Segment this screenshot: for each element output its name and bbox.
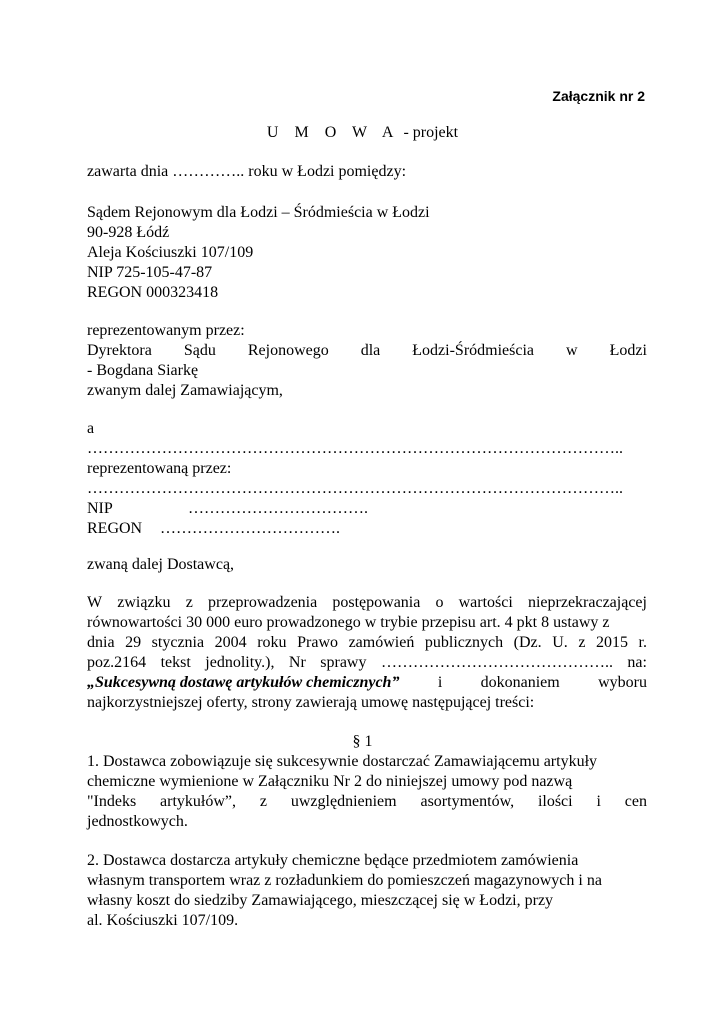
p2-line3: własny koszt do siedziby Zamawiającego, mieszczącej się w Łodzi, przy — [87, 892, 554, 909]
dotted-line-representative: ……………………………………………………………………………………….. — [87, 480, 623, 497]
word: o — [435, 594, 444, 611]
word: 2015 — [595, 634, 628, 651]
order-title: „Sukcesywną dostawę artykułów chemicznych” — [87, 674, 400, 691]
word: Łodzi-Śródmieścia — [412, 342, 535, 359]
section-heading: § 1 — [352, 733, 373, 750]
supplier-regon — [87, 519, 340, 539]
word: wyboru — [598, 674, 647, 691]
word: wartości — [458, 594, 513, 611]
supplier-nip — [87, 499, 368, 519]
word: sprawy — [320, 654, 367, 671]
word: Dyrektora — [87, 342, 152, 359]
word: z — [259, 793, 267, 810]
word: 2004 — [214, 634, 247, 651]
word: Sądu — [183, 342, 216, 359]
court-street: Aleja Kościuszki 107/109 — [87, 244, 254, 261]
word: dnia — [87, 634, 115, 651]
called-buyer: zwanym dalej Zamawiającym, — [87, 382, 283, 399]
nip-label: NIP — [87, 500, 113, 517]
word: przeprowadzenia — [207, 594, 318, 611]
regon-dots: ……………………………. — [160, 520, 340, 537]
word: (Dz. — [513, 634, 542, 651]
word: dokonaniem — [480, 674, 560, 691]
annex-label: Załącznik nr 2 — [552, 88, 645, 104]
p2-line4: al. Kościuszki 107/109. — [87, 912, 239, 929]
court-nip: NIP 725-105-47-87 — [87, 264, 213, 281]
word: Rejonowego — [247, 342, 329, 359]
p1-line1: 1. Dostawca zobowiązuje się sukcesywnie dostarczać Zamawiającemu artykuły — [87, 753, 598, 770]
word: stycznia — [151, 634, 205, 651]
intro-line: zawarta dnia ………….. roku w Łodzi pomiędzy: — [87, 163, 407, 180]
title-suffix: - projekt — [399, 124, 459, 141]
represented-by-label: reprezentowanym przez: — [87, 322, 245, 339]
word: 29 — [125, 634, 142, 651]
regon-label: REGON — [87, 520, 143, 537]
case-number-dots: …………………………………….. — [380, 654, 613, 671]
word: W — [87, 594, 103, 611]
court-regon: REGON 000323418 — [87, 284, 219, 301]
word: i — [437, 674, 443, 691]
para1-line5 — [87, 673, 647, 693]
word: i — [596, 793, 601, 810]
nip-dots: ……………………………. — [188, 500, 368, 517]
court-name: Sądem Rejonowym dla Łodzi – Śródmieścia w Łodzi — [87, 204, 430, 221]
para1-line1 — [87, 593, 647, 613]
word: z — [578, 634, 586, 651]
p2-line1: 2. Dostawca dostarcza artykuły chemiczne będące przedmiotem zamówienia — [87, 852, 579, 869]
document-title — [0, 123, 725, 143]
p1-line4: jednostkowych. — [87, 813, 188, 830]
represented-by-supplier: reprezentowaną przez: — [87, 460, 232, 477]
director-line — [87, 341, 647, 361]
p1-line3 — [87, 792, 647, 812]
para1-line2: równowartości 30 000 euro prowadzonego w trybie przepisu art. 4 pkt 8 ustawy z — [87, 614, 610, 631]
word: cen — [624, 793, 647, 810]
word: poz.2164 — [87, 654, 147, 671]
word: Nr — [288, 654, 306, 671]
word: w — [566, 342, 578, 359]
word: tekst — [160, 654, 191, 671]
word: jednolity.), — [205, 654, 275, 671]
para1-line3 — [87, 633, 647, 653]
para1-line6: najkorzystniejszej oferty, strony zawierają umowę następującej treści: — [87, 694, 535, 711]
word: asortymentów, — [420, 793, 515, 810]
word: dla — [360, 342, 381, 359]
word: artykułów”, — [160, 793, 237, 810]
word: "Indeks — [87, 793, 137, 810]
and-word: a — [87, 420, 95, 437]
word: r. — [638, 634, 647, 651]
word: roku — [257, 634, 287, 651]
word: Prawo — [297, 634, 338, 651]
word: z — [185, 594, 193, 611]
word: ilości — [537, 793, 573, 810]
dotted-line-party: ……………………………………………………………………………………….. — [87, 440, 623, 457]
word: postępowania — [332, 594, 421, 611]
word: nieprzekraczającej — [527, 594, 647, 611]
word: na: — [627, 654, 647, 671]
word: publicznych — [424, 634, 504, 651]
title-spaced: U M O W A — [266, 124, 400, 141]
director-name: - Bogdana Siarkę — [87, 362, 199, 379]
para1-line4 — [87, 653, 647, 673]
word: U. — [552, 634, 568, 651]
word: Łodzi — [609, 342, 647, 359]
word: zamówień — [348, 634, 415, 651]
court-postal: 90-928 Łódź — [87, 224, 170, 241]
called-supplier: zwaną dalej Dostawcą, — [87, 556, 235, 573]
word: związku — [117, 594, 171, 611]
p1-line2: chemiczne wymienione w Załączniku Nr 2 do niniejszej umowy pod nazwą — [87, 773, 573, 790]
word: uwzględnieniem — [290, 793, 397, 810]
p2-line2: własnym transportem wraz z rozładunkiem do pomieszczeń magazynowych i na — [87, 872, 602, 889]
